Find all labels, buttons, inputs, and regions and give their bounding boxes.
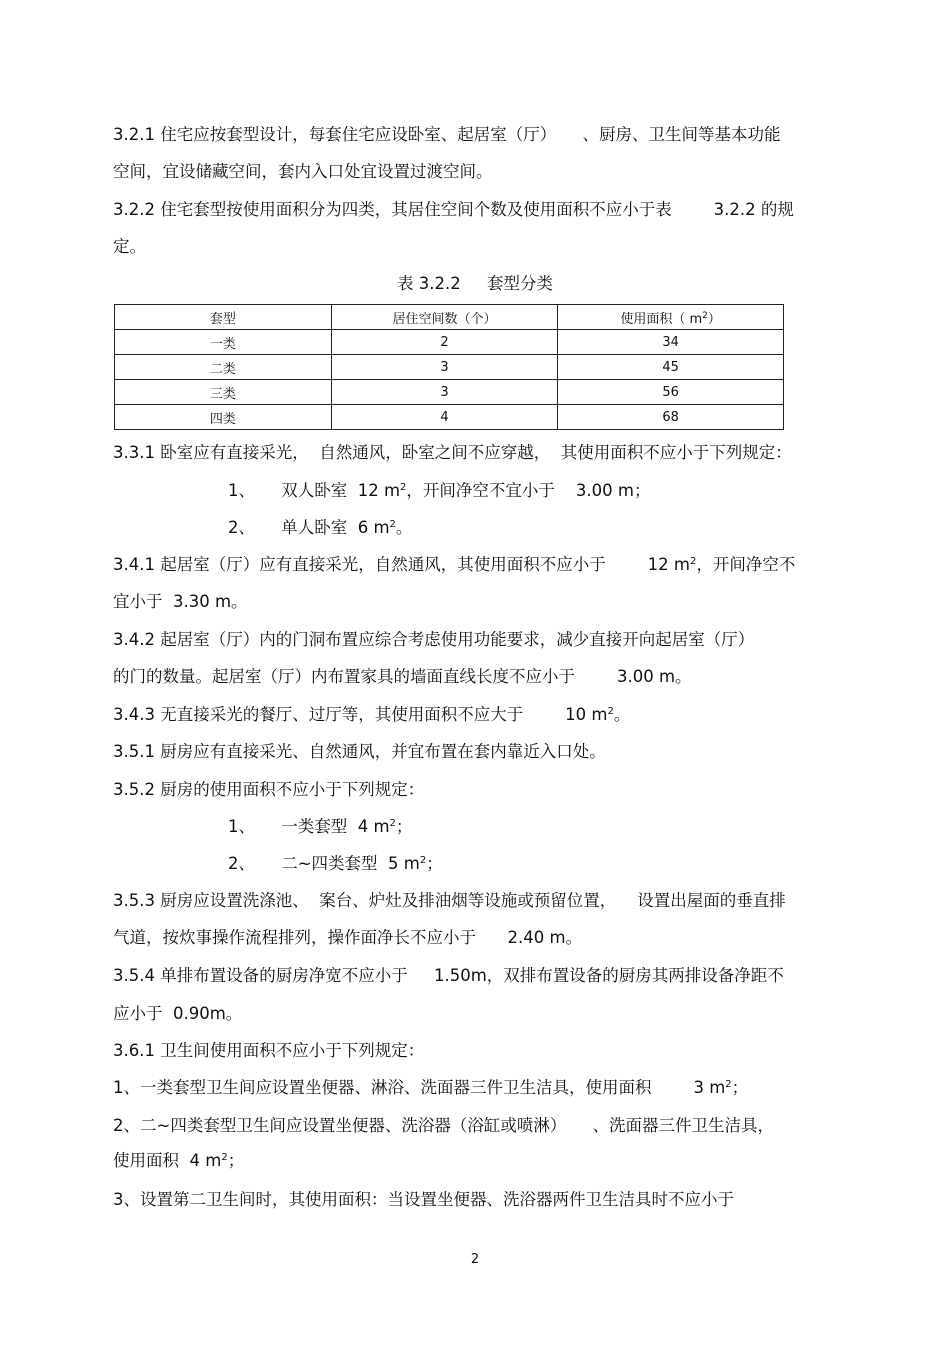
cell-living-spaces: 3	[331, 380, 558, 405]
cell-living-spaces: 4	[331, 405, 558, 430]
item-text: 2、 二~四类套型 5 m	[228, 854, 420, 873]
superscript-2: 2	[607, 706, 614, 717]
clause-3-5-2-item-2	[228, 853, 443, 875]
header-area-superscript: 2	[702, 310, 708, 321]
cell-unit-type: 四类	[115, 405, 332, 430]
clause-3-4-1-line-1	[113, 554, 795, 576]
clause-3-3-1-item-2	[228, 517, 412, 539]
clause-3-5-2-line-1: 3.5.2 厨房的使用面积不应小于下列规定：	[113, 780, 425, 799]
table-row	[115, 330, 784, 355]
table-row	[115, 380, 784, 405]
clause-text: 3.4.3 无直接采光的餐厅、过厅等，其使用面积不应大于 10 m	[113, 705, 608, 724]
item-text: 1、 一类套型 4 m	[228, 817, 390, 836]
cell-unit-type: 二类	[115, 355, 332, 380]
superscript-2: 2	[419, 855, 427, 866]
clause-3-5-1-line-1: 3.5.1 厨房应有直接采光、自然通风，并宜布置在套内靠近入口处。	[113, 742, 606, 761]
clause-3-5-4-line-1: 3.5.4 单排布置设备的厨房净宽不应小于 1.50m，双排布置设备的厨房其两排设备净距不	[113, 966, 784, 985]
header-usable-area	[558, 305, 784, 330]
header-usable-area-text: 使用面积（ m	[620, 311, 703, 327]
unit-type-table	[114, 304, 784, 430]
clause-3-4-2-line-2: 的门的数量。起居室（厅）内布置家具的墙面直线长度不应小于 3.00 m。	[113, 667, 692, 686]
table-row	[115, 355, 784, 380]
clause-3-6-1-item-2-line-2	[113, 1150, 244, 1172]
item-text: 1、一类套型卫生间应设置坐便器、淋浴、洗面器三件卫生洁具，使用面积 3 m	[113, 1078, 726, 1097]
clause-3-4-2-line-1: 3.4.2 起居室（厅）内的门洞布置应综合考虑使用功能要求，减少直接开向起居室（厅）	[113, 630, 755, 649]
cell-usable-area: 34	[558, 330, 784, 355]
item-text: ，开间净空不宜小于 3.00 m；	[406, 481, 651, 500]
clause-3-6-1-item-2-line-1: 2、二~四类套型卫生间应设置坐便器、洗浴器（浴缸或喷淋） 、洗面器三件卫生洁具，	[113, 1116, 775, 1135]
clause-3-2-2-line-2: 定。	[113, 237, 146, 256]
clause-3-6-1-item-1	[113, 1077, 748, 1099]
page-number: 2	[470, 1252, 480, 1267]
cell-unit-type: 一类	[115, 330, 332, 355]
item-text: 。	[395, 518, 413, 537]
item-text: ；	[395, 817, 413, 836]
item-text: 2、 单人卧室 6 m	[228, 518, 390, 537]
clause-3-6-1-item-3: 3、设置第二卫生间时，其使用面积：当设置坐便器、洗浴器两件卫生洁具时不应小于	[113, 1190, 734, 1209]
cell-unit-type: 三类	[115, 380, 332, 405]
superscript-2: 2	[389, 818, 396, 829]
table-caption: 表 3.2.2 套型分类	[397, 274, 553, 293]
clause-3-2-1-line-2: 空间，宜设储藏空间，套内入口处宜设置过渡空间。	[113, 162, 493, 181]
item-text: ；	[227, 1151, 245, 1170]
clause-text: ，开间净空不	[696, 555, 796, 574]
table-header-row	[115, 305, 784, 330]
clause-3-2-1-line-1: 3.2.1 住宅应按套型设计，每套住宅应设卧室、起居室（厅） 、厨房、卫生间等基本功能	[113, 125, 781, 144]
clause-3-5-4-line-2: 应小于 0.90m。	[113, 1004, 243, 1023]
clause-3-3-1-item-1	[228, 480, 650, 502]
clause-3-5-3-line-2: 气道，按炊事操作流程排列，操作面净长不应小于 2.40 m。	[113, 928, 583, 947]
clause-3-5-2-item-1	[228, 816, 412, 838]
header-unit-type: 套型	[115, 305, 332, 330]
cell-usable-area: 56	[558, 380, 784, 405]
cell-living-spaces: 3	[331, 355, 558, 380]
superscript-2: 2	[221, 1152, 228, 1163]
superscript-2: 2	[725, 1079, 732, 1090]
item-text: ；	[426, 854, 443, 873]
cell-usable-area: 68	[558, 405, 784, 430]
clause-3-6-1-line-1: 3.6.1 卫生间使用面积不应小于下列规定：	[113, 1041, 425, 1060]
superscript-2: 2	[690, 556, 697, 567]
clause-text: 。	[613, 705, 631, 724]
clause-3-3-1-line-1: 3.3.1 卧室应有直接采光， 自然通风，卧室之间不应穿越， 其使用面积不应小于下列规定：	[113, 443, 792, 462]
superscript-2: 2	[400, 482, 407, 493]
item-text: 1、 双人卧室 12 m	[228, 481, 401, 500]
header-area-close: ）	[707, 311, 721, 327]
item-text: ；	[731, 1078, 749, 1097]
table-row	[115, 405, 784, 430]
clause-3-2-2-line-1: 3.2.2 住宅套型按使用面积分为四类，其居住空间个数及使用面积不应小于表 3.2.2 的规	[113, 200, 794, 219]
cell-usable-area: 45	[558, 355, 784, 380]
item-text: 使用面积 4 m	[113, 1151, 222, 1170]
cell-living-spaces: 2	[331, 330, 558, 355]
clause-3-5-3-line-1: 3.5.3 厨房应设置洗涤池、 案台、炉灶及排油烟等设施或预留位置， 设置出屋面的垂直排	[113, 891, 786, 910]
clause-3-4-3-line-1	[113, 704, 630, 726]
clause-text: 3.4.1 起居室（厅）应有直接采光，自然通风，其使用面积不应小于 12 m	[113, 555, 691, 574]
superscript-2: 2	[389, 519, 396, 530]
header-living-spaces: 居住空间数（个）	[331, 305, 558, 330]
clause-3-4-1-line-2: 宜小于 3.30 m。	[113, 592, 248, 611]
